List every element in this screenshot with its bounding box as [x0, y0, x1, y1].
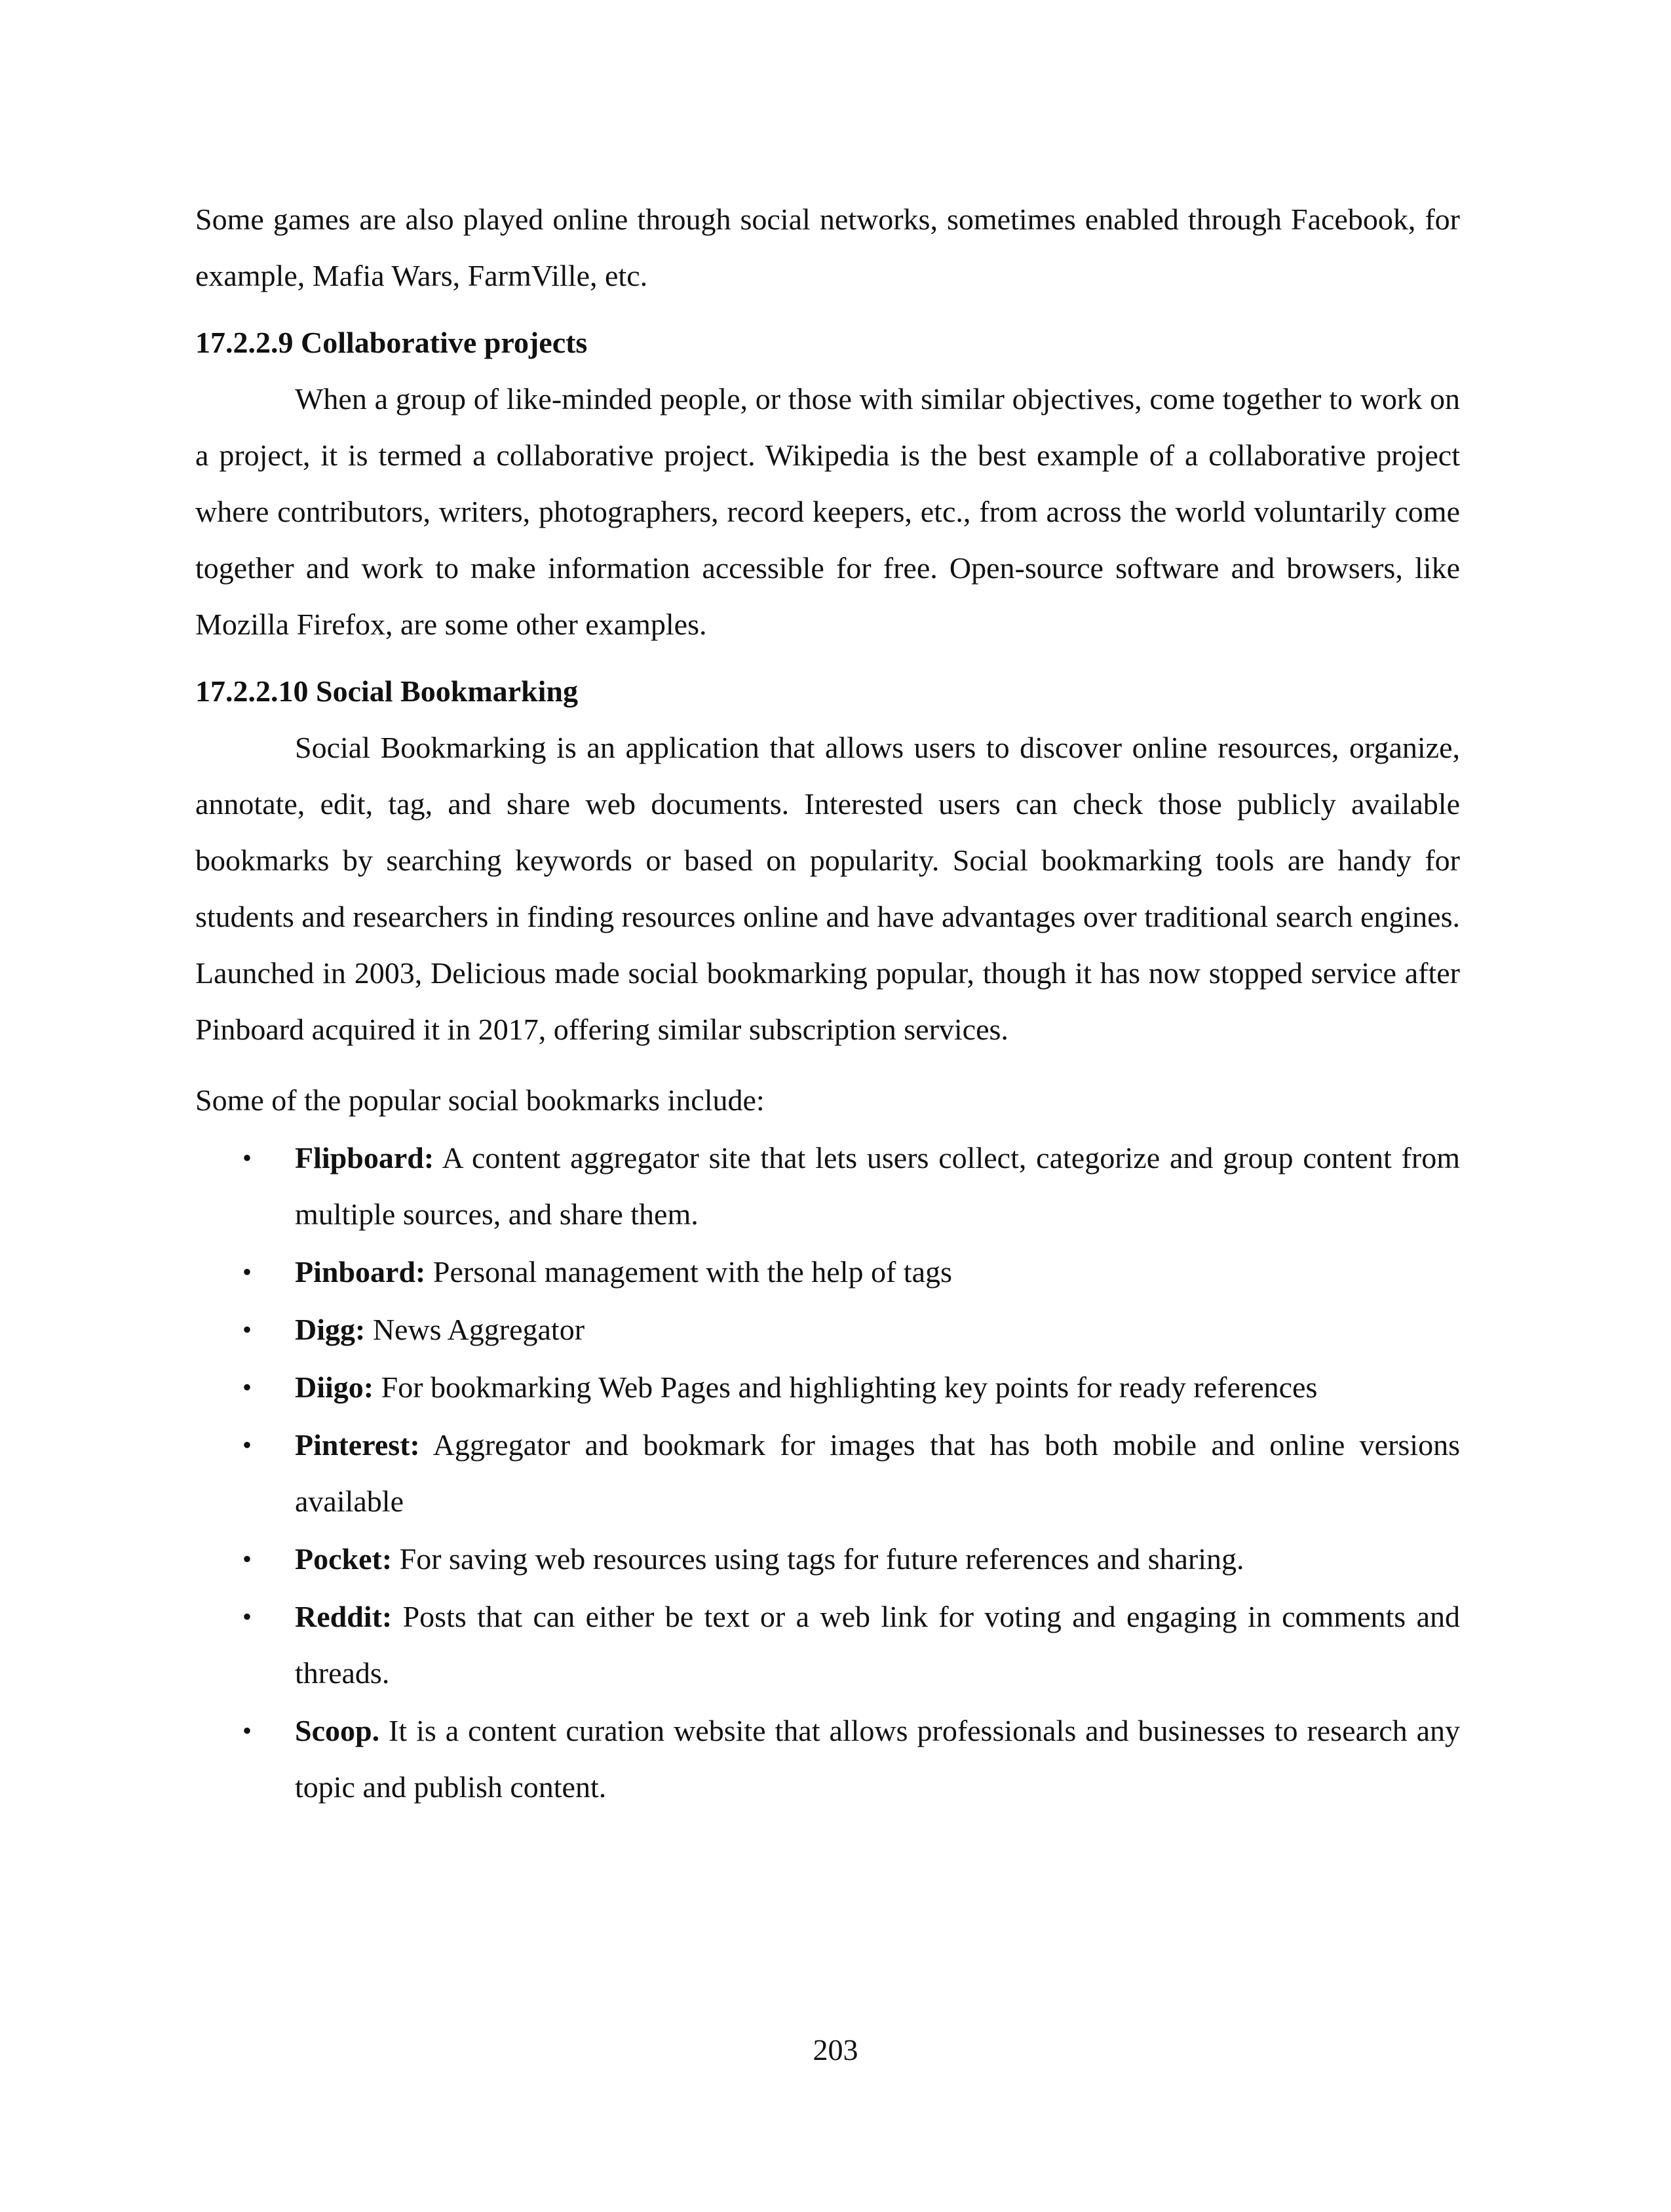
bullet-icon: •	[242, 1544, 252, 1574]
list-item-description: For saving web resources using tags for future references and sharing.	[392, 1542, 1244, 1576]
list-item-term: Pinboard:	[295, 1255, 426, 1289]
bullet-icon: •	[242, 1143, 252, 1173]
list-item-term: Digg:	[295, 1313, 366, 1346]
list-item-description: Personal management with the help of tags	[425, 1255, 952, 1289]
list-item-term: Reddit:	[295, 1600, 393, 1633]
list-item	[195, 1531, 1460, 1587]
list-item-description: For bookmarking Web Pages and highlighting key points for ready references	[374, 1370, 1318, 1404]
list-item	[195, 1244, 1460, 1300]
list-item-term: Scoop.	[295, 1714, 380, 1747]
bullet-icon: •	[242, 1716, 252, 1745]
list-item-description: News Aggregator	[365, 1313, 585, 1346]
list-item	[195, 1130, 1460, 1243]
list-item	[195, 1589, 1460, 1701]
list-item-description: Aggregator and bookmark for images that has both mobile and online versions available	[295, 1428, 1460, 1518]
list-item	[195, 1417, 1460, 1530]
list-item	[195, 1302, 1460, 1358]
section-heading-collaborative-projects: 17.2.2.9 Collaborative projects	[195, 326, 588, 359]
bullet-icon: •	[242, 1602, 252, 1631]
list-item-description: It is a content curation website that allows professionals and businesses to research any topic and publish content.	[295, 1714, 1460, 1804]
section-heading-social-bookmarking: 17.2.2.10 Social Bookmarking	[195, 674, 579, 708]
bullet-icon: •	[242, 1372, 252, 1402]
list-item-description: Posts that can either be text or a web link for voting and engaging in comments and threads.	[295, 1600, 1460, 1690]
intro-paragraph: Some games are also played online through social networks, sometimes enabled through Facebook, for example, Mafia Wars, FarmVille, etc.	[195, 203, 1460, 292]
list-item-term: Flipboard:	[295, 1141, 434, 1174]
bookmarks-list	[195, 1130, 1460, 1815]
list-item-term: Pinterest:	[295, 1428, 420, 1462]
list-item	[195, 1703, 1460, 1815]
page-number: 203	[813, 2033, 858, 2066]
page-body	[195, 191, 1460, 1815]
bullet-icon: •	[242, 1315, 252, 1344]
list-item-description: A content aggregator site that lets users collect, categorize and group content from multiple sources, and share them.	[295, 1141, 1460, 1231]
social-bookmarking-paragraph: Social Bookmarking is an application that allows users to discover online resources, organize, annotate, edit, tag, and share web documents. Interested users can check those publicly available bookmarks by searching keywords or based on popularity. Social bookmarking tools are handy for students and researchers in finding resources online and have advantages over traditional search engines. Launched in 2003, Delicious made social bookmarking popular, though it has now stopped service after Pinboard acquired it in 2017, offering similar subscription services.	[195, 731, 1460, 1046]
bookmarks-list-intro: Some of the popular social bookmarks include:	[195, 1083, 765, 1117]
list-item	[195, 1359, 1460, 1416]
bullet-icon: •	[242, 1257, 252, 1287]
list-item-term: Pocket:	[295, 1542, 393, 1576]
bullet-icon: •	[242, 1430, 252, 1460]
collaborative-projects-paragraph: When a group of like-minded people, or those with similar objectives, come together to work on a project, it is termed a collaborative project. Wikipedia is the best example of a collaborative project where contributors, writers, photographers, record keepers, etc., from across the world voluntarily come together and work to make information accessible for free. Open-source software and browsers, like Mozilla Firefox, are some other examples.	[195, 382, 1460, 641]
list-item-term: Diigo:	[295, 1370, 374, 1404]
